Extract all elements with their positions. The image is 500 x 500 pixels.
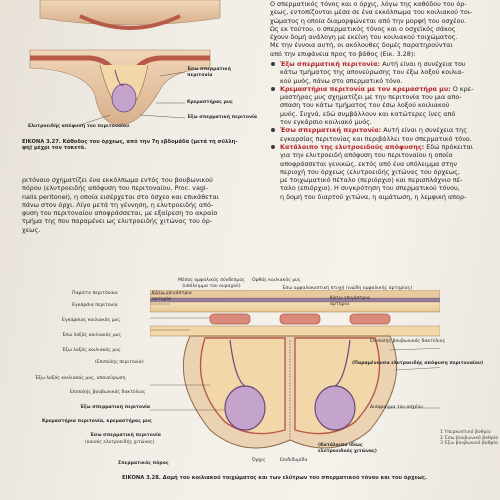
fig28-label: Έσω σπερματική περιτονία (90, 433, 161, 438)
fig28-label: Επιπολής βουβωνικός δακτύλιος (70, 390, 146, 395)
fig28-right-label: Διάφραγμα του οσχέου (370, 405, 423, 410)
right-testis (315, 386, 355, 430)
bullet-item: Έσω σπερματική περιτονία: Αυτή είναι η συνέχεια της εγκαρσίας περιτονίας και περιβάλλει τον σπερματικό τόνο. (270, 126, 495, 143)
fig27-label-internal-fascia: Έσω σπερματική περιτονία (187, 67, 231, 78)
fig28-right-label: Επιπολής βουβωνικός δακτύλιος (370, 339, 446, 344)
abdominal-wall-upper (40, 0, 220, 25)
fig28-label: Έξω λοξός κοιλιακός μυς (62, 348, 121, 353)
fig28-right-label: (Παραμένουσα ελυτροειδής απόφυση περιτοναίου) (352, 361, 484, 366)
fig27-label-external-fascia: Έξω σπερματική περιτονία (187, 115, 258, 120)
fig28-label: (Επιπολής περιτονία) (95, 360, 144, 365)
fig27-caption: ΕΙΚΟΝΑ 3.27. Κάθοδος του όρχεως, από την 7η εβδομάδα (μετά τη σύλλη- ψη) μέχρι τον τοκετό. (22, 139, 238, 151)
fig28-label: Κρεμαστήρια περιτονία, κρεμαστήρας μυς (42, 419, 152, 424)
fig28-label: Εγκάρσια περιτονία (72, 303, 118, 308)
fig27-label-vaginal-process: Ελυτροειδής απόφυση του περιτοναίου (28, 124, 130, 129)
fig28-bottom-label: Όρχις (252, 458, 266, 463)
left-paragraph: ριτόναιο σχηματίζει ένα εκκόλπωμα εντός του βουβωνικού πόρου (ελυτροειδής απόφυση του περιτοναίου, Proc. vagi- nalis peritonei), η οποία εισέρχεται στο όσχεο και επικάθεται πάνω στον όρχι. Λίγο μετά τη γέννηση, η ελυτροειδής από- φυση του περιτοναίου αποφράσσεται, με εξαίρεση το ακραίο τμήμα της που παραμένει ως ελυτροειδής χιτώνας του όρ- χεως. (22, 176, 219, 234)
fig28-top-label: Κάτω επιγάστρια αρτηρία (330, 296, 370, 307)
right-intro-paragraph: Ο σπερματικός τόνος και ο όρχις, λόγω της καθόδου του όρ- χεως, εντοπίζονται μέσα σε ένα εκκόλπωμα του κοιλιακού τοι- χώματος η οποία διαμορφώνεται από την μορφή του οσχέου. Ως εκ τούτου, ο σπερματικός τόνος και ο οσχεϊκός σάκος έχουν δομή ανάλογη με εκείνη του κοιλιακού τοιχώματος. Με την έννοια αυτή, οι ακόλουθες δομές παρατηρούνται από την επιφάνεια προς το βάθος (Εικ. 3.28): (270, 0, 473, 58)
fig28-label: Έξω λοξός κοιλιακός μυς, απονεύρωση (35, 376, 126, 381)
fig28-label: Εγκάρσιος κοιλιακός μυς (62, 318, 121, 323)
bullet-item: Κρεμαστήρια περιτονία με τον κρεμαστήρα μυ: Ο κρε- μαστήρας μυς σχηματίζει με την περιτονία του μια απο- σπαση του κάτω τμήματος του έσω λοξού κοιλιακού μυός. Συχνά, εδώ συμβάλλουν και κατώτερες ίνες από τον εγκάρσιο κοιλιακό μυός. (270, 85, 495, 126)
fig28-legend: 1 Υπερκυστικό βοθρίο 2 Έσω βουβωνικό βοθρίο 3 Έξω βουβωνικό βοθρίο (440, 430, 499, 447)
fig28-top-label: Κάτω επιγάστρια αρτηρία (152, 291, 192, 302)
bullet-list (270, 60, 495, 201)
testis-shape (112, 84, 136, 112)
fig28-label: Σπερματικός πόρος (118, 461, 169, 466)
figure-3-28 (150, 290, 440, 460)
fig28-bottom-label: (Κατάλοιπο ιδίως ελυτροειδούς χιτώνας) (318, 443, 377, 454)
fig28-bottom-label: Επιδιδυμίδα (280, 458, 308, 463)
bullet-item: Κατάλοιπο της ελυτροειδούς απόφυσης: Εδώ πρόκειται για την ελυτροειδή απόφυση του περιτοναίου η οποία αποφράσσεται γενικώς, εκτός από ένα υπόλειμμα στην περιοχή του όρχεως (ελυτροειδής χιτώνας του όρχεως, με τοιχωματικό πέταλο (περιόρχιο) και περισπλάχνιο πέ- ταλο (επιόρχιο). Η συγκρότηση του σπερματικού τόνου, η δομή του διαρτού χιτώνα, η αιμάτωση, η λεμφική απορ- (270, 143, 495, 201)
fig28-label: Παρίετο περιτόναιο (72, 291, 118, 296)
fig28-top-label: Μέσος ομφαλικός σύνδεσμος (υπόλειμμα του ουραχού) (178, 278, 245, 289)
fig28-caption: ΕΙΚΟΝΑ 3.28. Δομή του κοιλιακού τοιχώματος και των ελύτρων του σπερματικού τόνου και του όρχεως. (122, 475, 427, 481)
left-testis (225, 386, 265, 430)
fig28-label: (κοινός ελυτροειδής χιτώνας) (85, 440, 155, 445)
bullet-item: Έξω σπερματική περιτονία: Αυτή είναι η συνέχεια του κάτω τμήματος της απονεύρωσης του έξω λοξού κοιλια- κού μυός, πάνω στο σπερματικό τόνο. (270, 60, 495, 85)
fig28-top-label: Έσω ομφαλοκυστική πτυχή (ινώδη ομφαλικής αρτηρίας) (282, 286, 413, 291)
fig28-label: Έσω λοξός κοιλιακός μυς (62, 333, 122, 338)
figure-3-27 (20, 0, 260, 130)
fig27-label-cremaster: Κρεμαστήρας μυς (187, 100, 233, 105)
fig28-top-label: Ορθός κοιλιακός μυς (252, 278, 301, 283)
fig28-label: Έξω σπερματική περιτονία (80, 405, 151, 410)
